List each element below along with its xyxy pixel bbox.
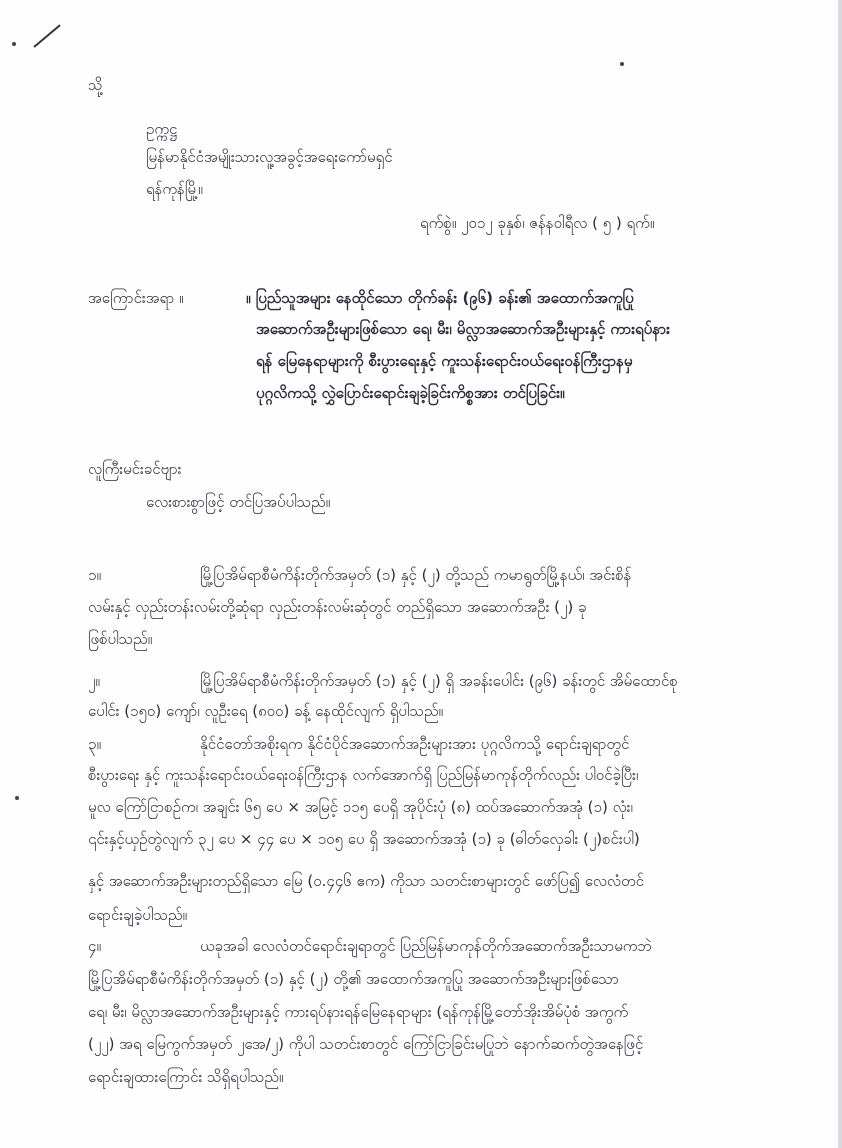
paragraph-number: ၁။ — [88, 566, 101, 584]
paragraph-line: ၎င်းနှင့်ယှဉ်တွဲလျက် ၃၂ ပေ × ၄၄ ပေ × ၁၀၅ ပေ ရှိ အဆောက်အအုံ (၁) ခု (ဓါတ်လှေခါး (၂)စင်းပါ) — [88, 830, 640, 848]
paragraph-number: ၄။ — [88, 937, 101, 955]
paragraph-line: (၂၂) အရ မြေကွက်အမှတ် ၂အေ/၂) ကိုပါ သတင်းစာတွင် ကြော်ငြာခြင်းမပြုဘဲ နောက်ဆက်တွဲအနေဖြင့် — [88, 1035, 644, 1053]
paragraph-line: စီးပွားရေး နှင့် ကူးသန်းရောင်းဝယ်ရေးဝန်ကြီးဌာန လက်အောက်ရှိ ပြည်မြန်မာကုန်တိုက်လည်း ပါဝင်ခဲ့ပြီး၊ — [88, 766, 639, 784]
paragraph-number: ၃။ — [88, 735, 101, 753]
subject-line: ။ ပြည်သူအများ နေထိုင်သော တိုက်ခန်း (၉၆) ခန်း၏ အထောက်အကူပြု — [246, 289, 634, 307]
subject-line: ပုဂ္ဂလိကသို့ လွှဲပြောင်းရောင်းချခဲ့ခြင်းကိစ္စအား တင်ပြခြင်း။ — [256, 384, 565, 402]
paragraph-line: နိုင်ငံတော်အစိုးရက နိုင်ငံပိုင်အဆောက်အဦးများအား ပုဂ္ဂလိကသို့ ရောင်းချရာတွင် — [200, 735, 630, 753]
paragraph-line: မြို့ပြအိမ်ရာစီမံကိန်းတိုက်အမှတ် (၁) နှင့် (၂) တို့၏ အထောက်အကူပြု အဆောက်အဦးများဖြစ်သော — [88, 970, 619, 988]
paragraph-line: ရောင်းချထားကြောင်း သိရှိရပါသည်။ — [88, 1068, 284, 1086]
paragraph-line: မြို့ပြအိမ်ရာစီမံကိန်းတိုက်အမှတ် (၁) နှင့် (၂) ရှိ အခန်းပေါင်း (၉၆) ခန်းတွင် အိမ်ထောင်စု — [200, 672, 678, 690]
speck — [15, 796, 19, 800]
paragraph-number: ၂။ — [88, 672, 100, 690]
paragraph-line: မြို့ပြအိမ်ရာစီမံကိန်းတိုက်အမှတ် (၁) နှင့် (၂) တို့သည် ကမာရွတ်မြို့နယ်၊ အင်းစိန် — [200, 566, 632, 584]
paragraph-line: ဖြစ်ပါသည်။ — [88, 630, 153, 648]
subject-label: အကြောင်းအရာ ။ — [88, 289, 184, 307]
recipient-city: ရန်ကုန်မြို့။ — [146, 180, 203, 198]
paragraph-line: ပေါင်း (၁၅၀) ကျော်၊ လူဦးရေ (၈၀၀) ခန့် နေထိုင်လျက် ရှိပါသည်။ — [88, 702, 443, 720]
recipient-org: မြန်မာနိုင်ငံအမျိုးသားလူ့အခွင့်အရေးကော်မရှင် — [146, 148, 393, 166]
subject-line: အဆောက်အဦးများဖြစ်သော ရေ၊ မီး၊ မိလ္လာအဆောက်အဦးများနှင့် ကားရပ်နား — [256, 320, 670, 338]
paragraph-line: နှင့် အဆောက်အဦးများတည်ရှိသော မြေ (၀.၄၄၆ ဧက) ကိုသာ သတင်းစာများတွင် ဖော်ပြ၍ လေလံတင် — [88, 872, 644, 890]
to-label: သို့ — [88, 76, 103, 94]
speck — [12, 42, 16, 46]
paragraph-line: ရောင်းချခဲ့ပါသည်။ — [88, 906, 187, 924]
pen-mark — [33, 24, 60, 47]
paragraph-line: ယခုအခါ လေလံတင်ရောင်းချရာတွင် ပြည်မြန်မာကုန်တိုက်အဆောက်အဦးသာမကဘဲ — [200, 937, 652, 955]
intro-line: လေးစားစွာဖြင့် တင်ပြအပ်ပါသည်။ — [146, 493, 331, 511]
letter-date: ရက်စွဲ။ ၂၀၁၂ ခုနှစ်၊ ဇန်နဝါရီလ ( ၅ ) ရက်။ — [420, 214, 655, 232]
paragraph-line: မူလ ကြော်ငြာစဉ်က၊ အချင်း ၆၅ ပေ × အမြင့် ၁၁၅ ပေရှိ အုပိုင်းပုံ (၈) ထပ်အဆောက်အအုံ (၁) လုံး၊ — [88, 798, 633, 816]
recipient-title: ဥက္ကဋ္ဌ — [146, 120, 178, 138]
salutation: လူကြီးမင်းခင်ဗျား — [88, 460, 182, 478]
paragraph-line: ရေ၊ မီး၊ မိလ္လာအဆောက်အဦးများနှင့် ကားရပ်နားရန်မြေနေရာများ (ရန်ကုန်မြို့တော်အိုးအိမ်ပုံစံ အကွက် — [88, 1003, 629, 1021]
speck — [620, 62, 624, 66]
paragraph-line: လမ်းနှင့် လှည်းတန်းလမ်းတို့ဆုံရာ လှည်းတန်းလမ်းဆုံတွင် တည်ရှိသော အဆောက်အဦး (၂) ခု — [88, 598, 587, 616]
subject-line: ရန် မြေနေရာများကို စီးပွားရေးနှင့် ကူးသန်းရောင်းဝယ်ရေးဝန်ကြီးဌာနမှ — [256, 352, 633, 370]
